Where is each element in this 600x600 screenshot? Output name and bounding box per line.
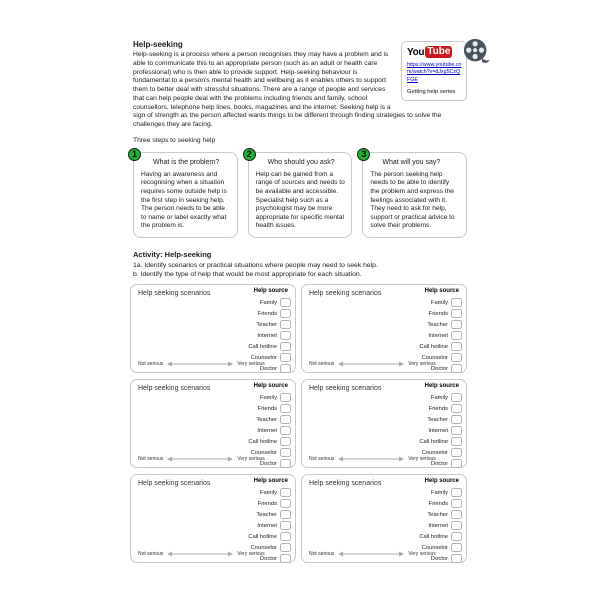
source-label-family: Family	[259, 394, 277, 401]
film-reel-icon	[462, 37, 492, 67]
step-2-body: Help can be gained from a range of sources and needs to be available and accessible. Specialist help such as a psychologist may be more appropriate for specific mental health issues.	[255, 170, 345, 230]
checkbox-internet[interactable]	[451, 426, 462, 436]
source-row-internet	[211, 520, 291, 531]
checkbox-internet[interactable]	[280, 426, 291, 436]
checkbox-family[interactable]	[451, 298, 462, 308]
help-source-header: Help source	[253, 383, 288, 390]
checkbox-internet[interactable]	[451, 331, 462, 341]
checkbox-teacher[interactable]	[451, 320, 462, 330]
scenario-box-title: Help seeking scenarios	[138, 290, 211, 298]
help-source-header: Help source	[424, 288, 459, 295]
activity-instruction-a: 1a. Identify scenarios or practical situations where people may need to seek help.	[133, 261, 378, 269]
scale-right-label: Very serious	[408, 456, 436, 463]
checkbox-family[interactable]	[280, 393, 291, 403]
source-label-doctor: Doctor	[430, 460, 448, 467]
step-2-title: Who should you ask?	[267, 158, 335, 166]
checkbox-teacher[interactable]	[451, 415, 462, 425]
scale-left-label: Not serious	[309, 361, 335, 368]
scale-right-label: Very serious	[237, 361, 265, 368]
activity-heading: Activity: Help-seeking	[133, 249, 212, 259]
source-label-doctor: Doctor	[259, 460, 277, 467]
scale-right-label: Very serious	[237, 456, 265, 463]
source-label-doctor: Doctor	[430, 365, 448, 372]
checkbox-doctor[interactable]	[280, 364, 291, 374]
youtube-link[interactable]: https://www.youtube.com/watch?v=dJxg5CzQFGE	[407, 62, 462, 83]
checkbox-doctor[interactable]	[451, 554, 462, 564]
scale-arrow-icon	[337, 456, 405, 462]
source-label-counselor: Counselor	[250, 544, 277, 551]
checkbox-friends[interactable]	[280, 309, 291, 319]
help-source-header: Help source	[253, 478, 288, 485]
source-label-doctor: Doctor	[430, 555, 448, 562]
source-row-call-hotline	[211, 531, 291, 542]
source-label-family: Family	[430, 299, 448, 306]
steps-row	[131, 149, 467, 238]
checkbox-counselor[interactable]	[451, 448, 462, 458]
checkbox-doctor[interactable]	[451, 459, 462, 469]
source-label-counselor: Counselor	[250, 354, 277, 361]
source-label-friends: Friends	[428, 310, 448, 317]
step-3-title: What will you say?	[382, 158, 441, 166]
source-label-teacher: Teacher	[256, 511, 277, 518]
activity-instruction-b: b. Identify the type of help that would be most appropriate for each situation.	[133, 271, 362, 278]
source-label-internet: Internet	[257, 332, 277, 339]
source-label-teacher: Teacher	[256, 416, 277, 423]
source-label-teacher: Teacher	[427, 321, 448, 328]
checkbox-call-hotline[interactable]	[280, 437, 291, 447]
source-label-internet: Internet	[257, 522, 277, 529]
scenario-box-title: Help seeking scenarios	[138, 385, 211, 393]
step-box-3	[361, 149, 467, 238]
severity-scale	[138, 456, 265, 462]
scale-arrow-icon	[337, 551, 405, 557]
source-row-call-hotline	[382, 531, 462, 542]
steps-heading: Three steps to seeking help	[133, 136, 216, 144]
step-1-number-badge	[128, 148, 141, 161]
scale-right-label: Very serious	[237, 551, 265, 558]
checkbox-internet[interactable]	[451, 521, 462, 531]
source-row-internet	[211, 425, 291, 436]
checkbox-call-hotline[interactable]	[280, 342, 291, 352]
source-row-friends	[211, 308, 291, 319]
source-label-call-hotline: Call hotline	[248, 438, 277, 445]
scenario-box-title: Help seeking scenarios	[309, 480, 382, 488]
checkbox-doctor[interactable]	[280, 459, 291, 469]
checkbox-counselor[interactable]	[451, 353, 462, 363]
scale-left-label: Not serious	[138, 456, 164, 463]
step-3-number: 3	[361, 149, 367, 160]
scale-left-label: Not serious	[138, 551, 164, 558]
help-source-header: Help source	[424, 383, 459, 390]
step-2-number: 2	[246, 149, 252, 160]
help-source-header: Help source	[424, 478, 459, 485]
source-row-friends	[382, 308, 462, 319]
source-row-friends	[382, 498, 462, 509]
source-row-call-hotline	[211, 341, 291, 352]
source-row-teacher	[382, 319, 462, 330]
source-row-teacher	[382, 414, 462, 425]
checkbox-doctor[interactable]	[280, 554, 291, 564]
step-box-2	[246, 149, 353, 238]
scale-right-label: Very serious	[408, 361, 436, 368]
checkbox-family[interactable]	[280, 298, 291, 308]
source-label-friends: Friends	[428, 500, 448, 507]
source-row-family	[211, 297, 291, 308]
youtube-logo-tube: Tube	[427, 46, 451, 57]
checkbox-counselor[interactable]	[280, 353, 291, 363]
source-label-doctor: Doctor	[259, 555, 277, 562]
source-label-teacher: Teacher	[427, 511, 448, 518]
checkbox-friends[interactable]	[280, 499, 291, 509]
source-row-family	[211, 487, 291, 498]
severity-scale	[309, 456, 436, 462]
source-label-call-hotline: Call hotline	[248, 533, 277, 540]
checkbox-call-hotline[interactable]	[451, 532, 462, 542]
scale-left-label: Not serious	[309, 551, 335, 558]
source-label-teacher: Teacher	[427, 416, 448, 423]
source-label-doctor: Doctor	[259, 365, 277, 372]
source-label-friends: Friends	[257, 500, 277, 507]
checkbox-internet[interactable]	[280, 331, 291, 341]
source-row-internet	[382, 425, 462, 436]
checkbox-family[interactable]	[451, 393, 462, 403]
source-label-family: Family	[259, 299, 277, 306]
checkbox-counselor[interactable]	[451, 543, 462, 553]
checkbox-friends[interactable]	[451, 499, 462, 509]
severity-scale	[138, 551, 265, 557]
source-label-internet: Internet	[428, 332, 448, 339]
scenario-box	[130, 379, 296, 468]
help-source-header: Help source	[253, 288, 288, 295]
checkbox-teacher[interactable]	[280, 320, 291, 330]
scenario-box	[301, 379, 467, 468]
checkbox-teacher[interactable]	[280, 510, 291, 520]
source-label-counselor: Counselor	[421, 449, 448, 456]
checkbox-internet[interactable]	[280, 521, 291, 531]
source-label-call-hotline: Call hotline	[419, 533, 448, 540]
step-1-body: Having an awareness and recognising when a situation requires some outside help is the first step in seeking help. The person needs to be able to name or label exactly what the problem is.	[141, 170, 227, 230]
source-row-family	[382, 487, 462, 498]
checkbox-call-hotline[interactable]	[451, 437, 462, 447]
source-label-family: Family	[430, 489, 448, 496]
scenario-box	[130, 284, 296, 373]
source-row-family	[382, 392, 462, 403]
source-label-family: Family	[430, 394, 448, 401]
source-row-call-hotline	[382, 341, 462, 352]
youtube-logo	[407, 46, 462, 58]
scale-left-label: Not serious	[309, 456, 335, 463]
scale-arrow-icon	[166, 361, 234, 367]
source-label-internet: Internet	[257, 427, 277, 434]
source-label-internet: Internet	[428, 427, 448, 434]
scale-arrow-icon	[337, 361, 405, 367]
page-content	[130, 40, 467, 563]
scale-left-label: Not serious	[138, 361, 164, 368]
youtube-panel	[401, 41, 467, 101]
checkbox-call-hotline[interactable]	[280, 532, 291, 542]
source-label-friends: Friends	[257, 310, 277, 317]
scale-arrow-icon	[166, 456, 234, 462]
checkbox-family[interactable]	[280, 488, 291, 498]
step-2-number-badge	[243, 148, 256, 161]
severity-scale	[309, 551, 436, 557]
scenario-box-title: Help seeking scenarios	[138, 480, 211, 488]
source-row-family	[382, 297, 462, 308]
source-label-counselor: Counselor	[250, 449, 277, 456]
step-1-number: 1	[131, 149, 137, 160]
source-row-teacher	[382, 509, 462, 520]
scenario-grid	[130, 284, 467, 563]
scale-right-label: Very serious	[408, 551, 436, 558]
source-row-call-hotline	[382, 436, 462, 447]
scenario-box-title: Help seeking scenarios	[309, 385, 382, 393]
checkbox-family[interactable]	[451, 488, 462, 498]
source-row-friends	[211, 498, 291, 509]
checkbox-counselor[interactable]	[280, 448, 291, 458]
checkbox-counselor[interactable]	[280, 543, 291, 553]
source-label-friends: Friends	[428, 405, 448, 412]
source-label-teacher: Teacher	[256, 321, 277, 328]
source-row-internet	[382, 330, 462, 341]
checkbox-friends[interactable]	[451, 404, 462, 414]
source-label-family: Family	[259, 489, 277, 496]
scenario-box-title: Help seeking scenarios	[309, 290, 382, 298]
source-row-teacher	[211, 414, 291, 425]
source-row-internet	[211, 330, 291, 341]
scenario-box	[301, 474, 467, 563]
source-row-family	[211, 392, 291, 403]
step-box-1	[131, 149, 238, 238]
checkbox-call-hotline[interactable]	[451, 342, 462, 352]
source-label-counselor: Counselor	[421, 354, 448, 361]
source-row-teacher	[211, 509, 291, 520]
step-3-body: The person seeking help needs to be able to identify the problem and express the feelings associated with it. They need to ask for help, support or practical advice to solve their problems.	[370, 170, 455, 230]
source-label-friends: Friends	[257, 405, 277, 412]
page-title: Help-seeking	[133, 40, 183, 49]
severity-scale	[138, 361, 265, 367]
scenario-box	[130, 474, 296, 563]
source-label-call-hotline: Call hotline	[419, 343, 448, 350]
checkbox-friends[interactable]	[280, 404, 291, 414]
source-label-counselor: Counselor	[421, 544, 448, 551]
step-3-number-badge	[357, 148, 370, 161]
source-row-call-hotline	[211, 436, 291, 447]
checkbox-friends[interactable]	[451, 309, 462, 319]
scale-arrow-icon	[166, 551, 234, 557]
checkbox-doctor[interactable]	[451, 364, 462, 374]
source-label-internet: Internet	[428, 522, 448, 529]
step-1-title: What is the problem?	[153, 158, 220, 166]
source-label-call-hotline: Call hotline	[419, 438, 448, 445]
youtube-logo-you: You	[407, 46, 425, 58]
intro-paragraph: Help-seeking is a process where a person recognises they may have a problem and is able to communicate this to an appropriate person (such as an adult or health care professional) who is then able to provide support. Help-seeking behaviour is fundamental to a person's mental health and wellbeing as it enables others to support them to better deal with stressful situations. There are a range of people and services that can help people deal with the problems including friends and family, school counsellors, telephone help lines, books, magazines and the internet. Seeking help is a sign of strength as the person affected wants things to be different through finding strategies to solve the challenges they are facing.	[133, 51, 442, 129]
checkbox-teacher[interactable]	[280, 415, 291, 425]
source-row-internet	[382, 520, 462, 531]
youtube-caption: Getting help series	[407, 89, 456, 96]
checkbox-teacher[interactable]	[451, 510, 462, 520]
source-row-friends	[211, 403, 291, 414]
source-row-teacher	[211, 319, 291, 330]
scenario-box	[301, 284, 467, 373]
source-row-friends	[382, 403, 462, 414]
source-label-call-hotline: Call hotline	[248, 343, 277, 350]
severity-scale	[309, 361, 436, 367]
